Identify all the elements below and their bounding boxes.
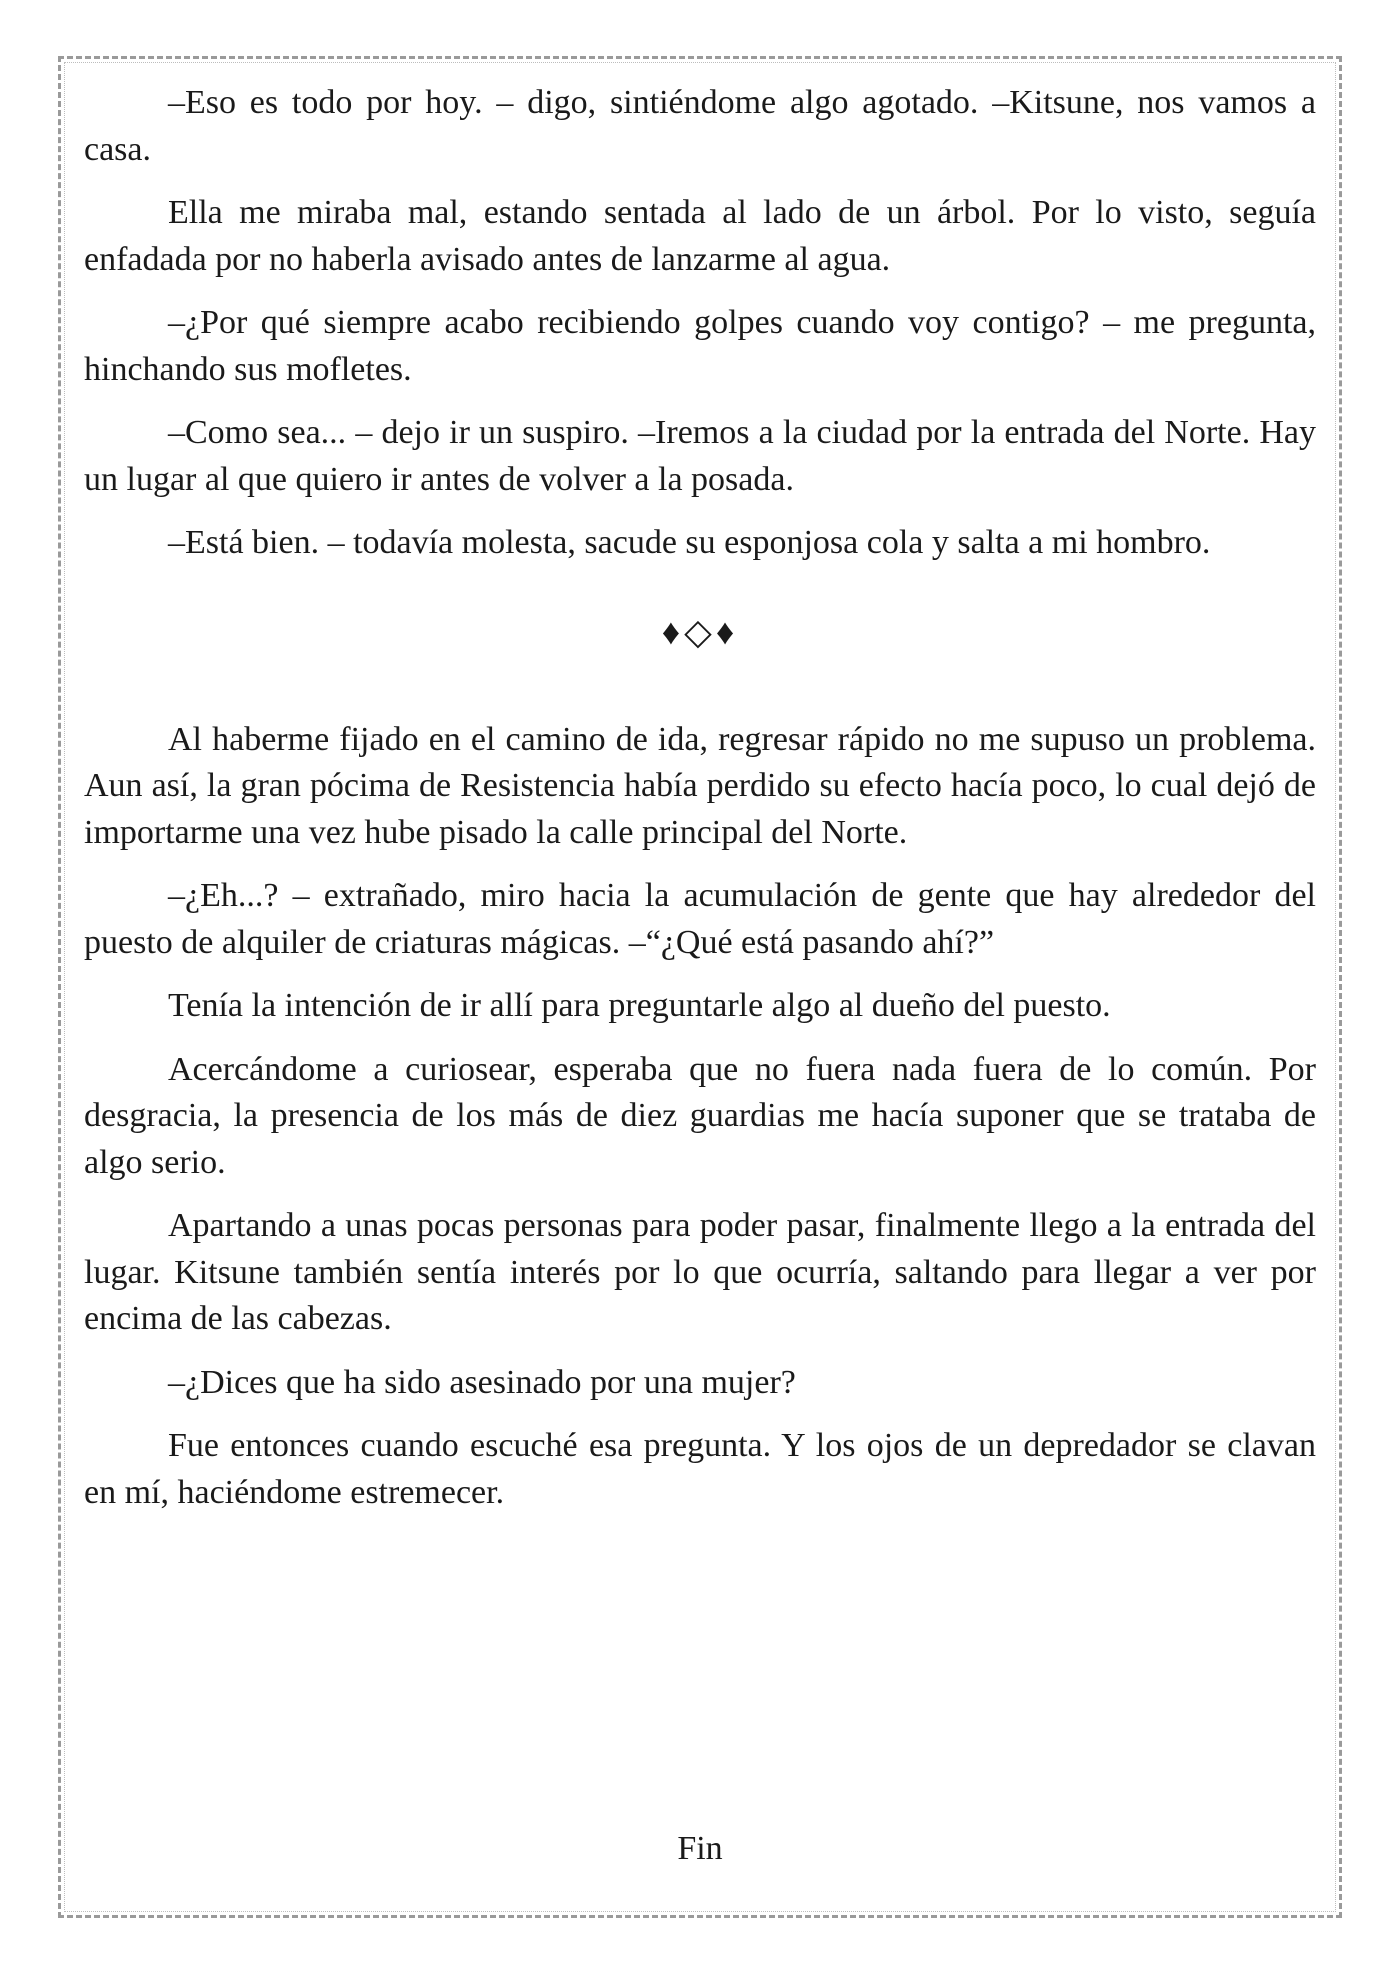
scene-separator [84, 609, 1316, 655]
paragraph: Acercándome a curiosear, esperaba que no fuera nada fuera de lo común. Por desgracia, la presencia de los más de diez guardias me hacía suponer que se trataba de algo serio. [84, 1050, 1316, 1181]
ending-label: Fin [677, 1830, 723, 1867]
paragraph: Ella me miraba mal, estando sentada al lado de un árbol. Por lo visto, seguía enfadada por no haberla avisado antes de lanzarme al agua. [84, 194, 1316, 278]
story-text [84, 80, 1316, 1533]
filled-diamond-icon: ♦ [661, 611, 685, 652]
paragraph: –Está bien. – todavía molesta, sacude su esponjosa cola y salta a mi hombro. [168, 524, 1211, 561]
paragraph: –Como sea... – dejo ir un suspiro. –Iremos a la ciudad por la entrada del Norte. Hay un lugar al que quiero ir antes de volver a la posada. [84, 414, 1316, 498]
paragraph: –Eso es todo por hoy. – digo, sintiéndome algo agotado. –Kitsune, nos vamos a casa. [84, 84, 1316, 168]
paragraph: Tenía la intención de ir allí para preguntarle algo al dueño del puesto. [168, 987, 1111, 1024]
filled-diamond-icon: ♦ [715, 611, 739, 652]
outline-diamond-icon: ◇ [684, 611, 716, 652]
paragraph: Apartando a unas pocas personas para poder pasar, finalmente llego a la entrada del lugar. Kitsune también sentía interés por lo que ocurría, saltando para llegar a ver por encima de las cabezas. [84, 1207, 1316, 1337]
paragraph: –¿Por qué siempre acabo recibiendo golpes cuando voy contigo? – me pregunta, hinchando sus mofletes. [84, 304, 1316, 388]
paragraph: Al haberme fijado en el camino de ida, regresar rápido no me supuso un problema. Aun así, la gran pócima de Resistencia había perdido su efecto hacía poco, lo cual dejó de importarme una vez hube pisado la calle principal del Norte. [84, 720, 1316, 851]
paragraph: –¿Eh...? – extrañado, miro hacia la acumulación de gente que hay alrededor del puesto de alquiler de criaturas mágicas. –“¿Qué está pasando ahí?” [84, 877, 1316, 961]
paragraph: –¿Dices que ha sido asesinado por una mujer? [168, 1363, 796, 1401]
paragraph: Fue entonces cuando escuché esa pregunta. Y los ojos de un depredador se clavan en mí, haciéndome estremecer. [84, 1427, 1316, 1511]
